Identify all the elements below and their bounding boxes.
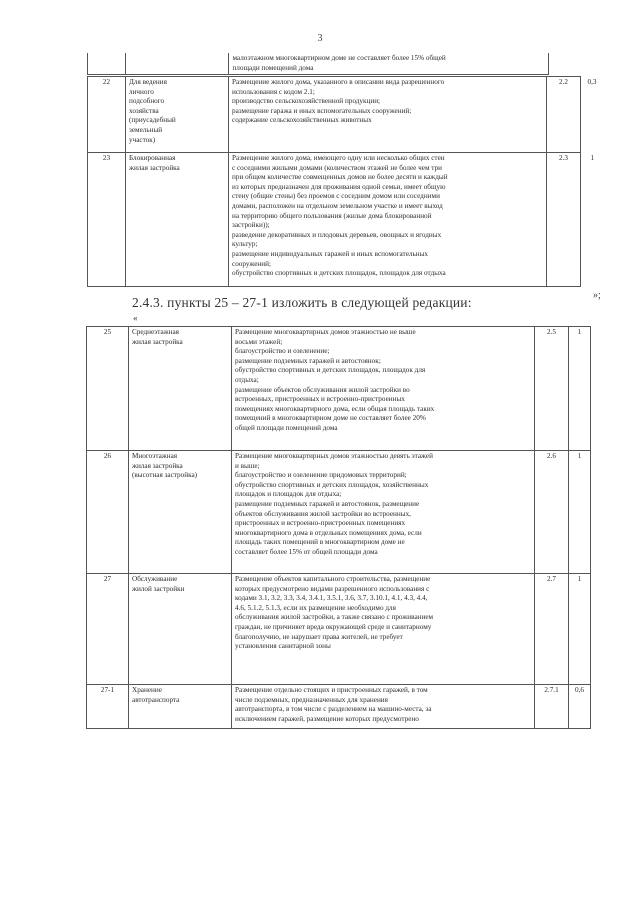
use-code: 2.6 [535,451,569,574]
description-cell [232,574,535,685]
text-line: исключением гаражей, размещение которых предусмотрено [235,714,419,723]
table-row [88,77,604,153]
use-name-cell [129,327,232,451]
text-line: объектов обслуживания жилой застройки во встроенных, [235,509,411,518]
row-number: 27 [87,574,129,685]
row-number: 25 [87,327,129,451]
text-line: помещениях многоквартирного дома, если общая площадь таких [235,404,435,413]
text-line: помещений в многоквартирном доме не составляет более 20% [235,414,426,423]
text-line: обслуживания жилой застройки, а также связано с проживанием [235,613,434,622]
text-line: Многоэтажная [132,452,178,460]
text-line: (высотная застройка) [132,471,198,480]
use-code: 2.5 [535,327,569,451]
text-line: площадок и площадок для отдыха; [235,490,342,499]
text-line: отдыха; [235,375,259,384]
text-line: Размещение многоквартирных домов этажностью не выше [235,328,416,336]
text-line: Размещение жилого дома, указанного в описании вида разрешенного [232,78,445,86]
coefficient: 0,6 [569,685,591,729]
cont-lines [232,54,544,73]
text-line: (приусадебный [129,116,176,125]
text-line: Размещение объектов капитального строительства, размещение [235,575,431,583]
text-line: из которых предназначен для проживания одной семьи, имеет общую [232,182,446,191]
text-line: пристроенных и встроенно-пристроенных помещениях [235,519,406,528]
text-line: обустройство спортивных и детских площадок, площадок для [235,366,426,375]
text-line: автотранспорта [132,695,180,704]
text-line: домами, расположен на отдельном земельном участке и имеет выход [232,201,443,210]
text-line: при общем количестве совмещенных домов не более десяти и каждый [232,173,448,182]
land-use-table [87,76,604,287]
text-line: подсобного [129,97,165,106]
text-line: содержание сельскохозяйственных животных [232,116,372,125]
text-line: личного [129,87,154,96]
use-name-cell [126,153,229,287]
text-line: участок) [129,135,156,144]
text-line: Блокированная [129,154,176,162]
text-line: застройки)); [232,221,270,230]
text-line: благоустройство и озеленение придомовых территорий; [235,471,407,480]
table-row [87,685,591,729]
coefficient: 1 [569,327,591,451]
text-line: жилая застройка [132,461,183,470]
table-row [87,327,591,451]
text-line: обустройство спортивных и детских площадок, площадок для отдыха [232,269,446,278]
text-line: размещение гаража и иных вспомогательных сооружений; [232,106,412,115]
coefficient: 0,3 [587,77,597,86]
text-line: Размещение жилого дома, имеющего одну или несколько общих стен [232,154,445,162]
text-line: размещение подземных гаражей и автостоянок; [235,356,381,365]
text-line: Хранение [132,686,162,694]
text-line: хозяйства [129,106,159,115]
use-name-cell [129,574,232,685]
use-code: 2.7.1 [535,685,569,729]
text-line: автотранспорта, в том числе с разделением на машино-места, за [235,705,432,714]
text-line: 4.6, 5.1.2, 5.1.3, если их размещение необходимо для [235,603,396,612]
text-line: Для ведения [129,78,167,86]
description-cell [229,53,548,75]
text-line: жилая застройка [129,163,180,172]
text-line: на территорию общего пользования (жилые дома блокированной [232,211,432,220]
text-line: площади помещений дома [232,63,314,72]
text-line: размещение индивидуальных гаражей и иных вспомогательных [232,249,429,258]
use-code: 2.7 [535,574,569,685]
text-line: Среднеэтажная [132,328,179,336]
coefficient: 1 [590,153,595,162]
section-heading: 2.4.3. пункты 25 – 27-1 изложить в следующей редакции: [132,295,472,310]
text-line: встроенных, пристроенных и встроенно-пристроенных [235,395,405,404]
row-number: 22 [88,77,126,153]
use-name-cell [126,77,229,153]
description-cell [229,77,547,153]
text-line: Обслуживание [132,575,178,583]
text-line: малоэтажном многоквартирном доме не составляет более 15% общей [232,54,446,62]
text-line: многоквартирного дома в отдельных помещениях дома, если [235,528,422,537]
text-line: установления санитарной зоны [235,642,331,651]
text-line: и выше; [235,461,260,470]
text-line: размещение объектов обслуживания жилой застройки во [235,385,410,394]
coefficient: 1 [569,574,591,685]
closing-quote: »; [593,290,601,301]
table-row [87,574,591,685]
text-line: с соседними жилыми домами (количеством этажей не более чем три [232,163,442,172]
text-line: кодами 3.1, 3.2, 3.3, 3.4, 3.4.1, 3.5.1, 3.6, 3.7, 3.10.1, 4.1, 4.3, 4.4, [235,594,428,603]
text-line: которых предусмотрено видами разрешенного использования с [235,584,430,593]
opening-quote: « [133,313,138,323]
row-number: 23 [88,153,126,287]
description-cell [232,685,535,729]
text-line: земельный [129,125,163,134]
text-line: числе подземных, предназначенных для хранения [235,695,388,704]
row-number: 27-1 [87,685,129,729]
description-cell [232,327,535,451]
text-line: стену (общие стены) без проемов с соседним домом или соседними [232,192,440,201]
text-line: жилая застройка [132,337,183,346]
description-cell [229,153,547,287]
text-line: благополучию, не нарушает права жителей, не требует [235,632,403,641]
text-line: размещение подземных гаражей и автостоянок, размещение [235,499,420,508]
text-line: составляет более 15% от общей площади дома [235,547,378,556]
use-name-cell [129,451,232,574]
text-line: культур; [232,240,258,249]
text-line: производство сельскохозяйственной продукции; [232,97,381,106]
table-row [88,153,604,287]
table-row [87,451,591,574]
row-number: 26 [87,451,129,574]
text-line: обустройство спортивных и детских площадок, хозяйственных [235,480,429,489]
land-use-table-revised [86,326,591,729]
use-code: 2.2 [547,77,581,153]
text-line: использования с кодом 2.1; [232,87,315,96]
text-line: площадь таких помещений в многоквартирном доме не [235,538,405,547]
use-name-cell [129,685,232,729]
text-line: разведение декоративных и плодовых деревьев, овощных и ягодных [232,230,442,239]
text-line: общей площади помещений дома [235,423,338,432]
text-line: граждан, не причиняет вреда окружающей среде и санитарному [235,622,432,631]
description-cell [232,451,535,574]
land-use-table-continued [87,53,548,75]
text-line: восьми этажей; [235,337,283,346]
page-number: 3 [317,33,323,44]
text-line: сооружений; [232,259,271,268]
text-line: Размещение отдельно стоящих и пристроенных гаражей, в том [235,686,428,694]
use-code: 2.3 [547,153,581,287]
coefficient: 1 [569,451,591,574]
text-line: Размещение многоквартирных домов этажностью девять этажей [235,452,433,460]
text-line: благоустройство и озеленение; [235,347,330,356]
table-row-continuation [88,53,549,75]
text-line: жилой застройки [132,584,185,593]
